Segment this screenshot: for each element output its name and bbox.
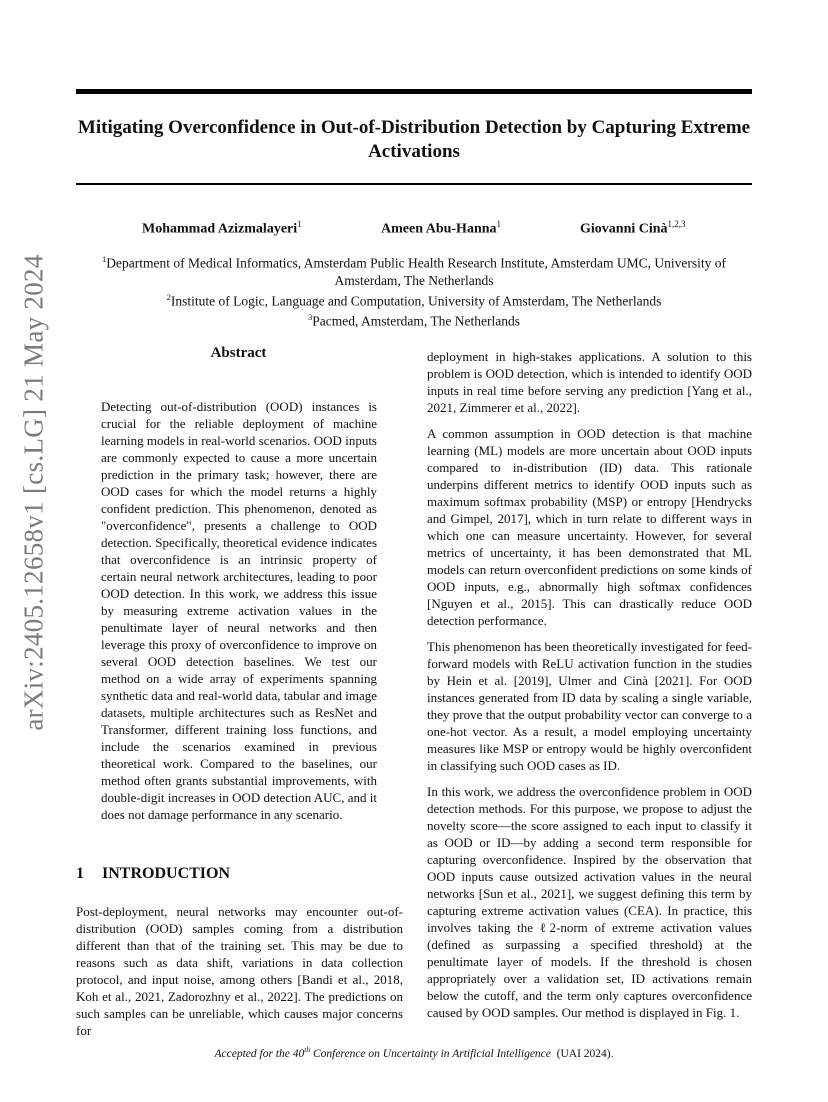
- affiliation-3: $^3$Pacmed, Amsterdam, The Netherlands: [307, 312, 521, 329]
- paper-title: Mitigating Overconfidence in Out-of-Distribution Detection by Capturing Extreme Activations: [77, 117, 751, 162]
- author-3: Giovanni Cinà$^{1,2,3}$: [580, 219, 686, 237]
- arxiv-identifier: arXiv:2405.12658v1 [cs.LG] 21 May 2024: [18, 253, 49, 731]
- conference-footer: Accepted for the 40th Conference on Uncertainty in Artificial Intelligence (UAI 2024).: [214, 1045, 614, 1060]
- title-bottom-rule: [76, 183, 752, 185]
- affiliation-2: $^2$Institute of Logic, Language and Computation, University of Amsterdam, The Netherlands: [166, 291, 662, 308]
- section-title: INTRODUCTION: [102, 865, 231, 882]
- affiliations: [76, 251, 752, 330]
- author-2: Ameen Abu-Hanna$^1$: [381, 219, 502, 237]
- paragraph: This phenomenon has been theoretically investigated for feed-forward models with ReLU activation function in the studies by Hein et al. [2019], Ulmer and Cinà [2021]. For OOD instances generated from ID data by scaling a single variable, they prove that the output probability vector can converge to a one-hot vector. As a result, a model employing uncertainty measures like MSP or entropy would be highly overconfident in classifying such OOD cases as ID.: [427, 639, 752, 773]
- affiliation-1: $^1$Department of Medical Informatics, Amsterdam Public Health Research Institute, Amsterdam UMC, University of Amsterdam, The Netherlands: [102, 254, 726, 288]
- paragraph: A common assumption in OOD detection is that machine learning (ML) models are more uncertain about OOD inputs compared to in-distribution (ID) data. This rationale underpins different metrics to identify OOD inputs such as maximum softmax probability (MSP) or entropy [Hendrycks and Gimpel, 2017], which in turn relate to different ways in which one can measure uncertainty. However, for several metrics of uncertainty, it has been demonstrated that ML models can return overconfident predictions on some kinds of OOD inputs, e.g., abnormally high softmax confidences [Nguyen et al., 2015]. This can drastically reduce OOD detection performance.: [427, 426, 752, 628]
- paragraph: deployment in high-stakes applications. A solution to this problem is OOD detection, which is intended to identify OOD inputs in real time before serving any prediction [Yang et al., 2021, Zimmerer et al., 2022].: [427, 349, 752, 415]
- section-heading: [76, 865, 230, 883]
- abstract-heading: Abstract: [210, 345, 267, 361]
- author-1: Mohammad Azizmalayeri$^1$: [142, 219, 302, 237]
- paragraph: In this work, we address the overconfidence problem in OOD detection methods. For this purpose, we propose to adjust the novelty score—the score assigned to each input to classify it as OOD or ID—by adding a second term responsible for capturing overconfidence. Inspired by the observation that OOD inputs cause outsized activation values in the neural networks [Sun et al., 2021], we suggest defining this term by capturing extreme activation values (CEA). In practice, this involves taking the ℓ2-norm of extreme activation values (defined as surpassing a specified threshold) at the penultimate layer of models. If the threshold is chosen appropriately over a validation set, ID activations remain below the cutoff, and the term only captures overconfidence caused by OOD samples. Our method is displayed in Fig. 1.: [427, 784, 752, 1020]
- title-top-rule: [76, 89, 752, 94]
- abstract-text: Detecting out-of-distribution (OOD) instances is crucial for the reliable deployment of machine learning models in real-world scenarios. OOD inputs are commonly expected to cause a more uncertain prediction in the primary task; however, there are OOD cases for which the model returns a highly confident prediction. This phenomenon, denoted as "overconfidence", presents a challenge to OOD detection. Specifically, theoretical evidence indicates that overconfidence is an intrinsic property of certain neural network architectures, leading to poor OOD detection. In this work, we address this issue by measuring extreme activation values in the penultimate layer of neural networks and then leverage this proxy of overconfidence to improve on several OOD detection baselines. We test our method on a wide array of experiments spanning synthetic data and real-world data, tabular and image datasets, multiple architectures such as ResNet and Transformer, different training loss functions, and include the scenarios examined in previous theoretical work. Compared to the baselines, our method often grants substantial improvements, with double-digit increases in OOD detection AUC, and it does not damage performance in any scenario.: [101, 399, 377, 822]
- intro-paragraph: Post-deployment, neural networks may encounter out-of-distribution (OOD) samples coming from a distribution different than that of the training set. This may be due to reasons such as data shift, variations in data collection protocol, and input noise, among others [Bandi et al., 2018, Koh et al., 2021, Zadorozhny et al., 2022]. The predictions on such samples can be unreliable, which causes major concerns for: [76, 904, 403, 1038]
- right-column: [427, 348, 752, 1030]
- section-number: 1: [76, 865, 84, 882]
